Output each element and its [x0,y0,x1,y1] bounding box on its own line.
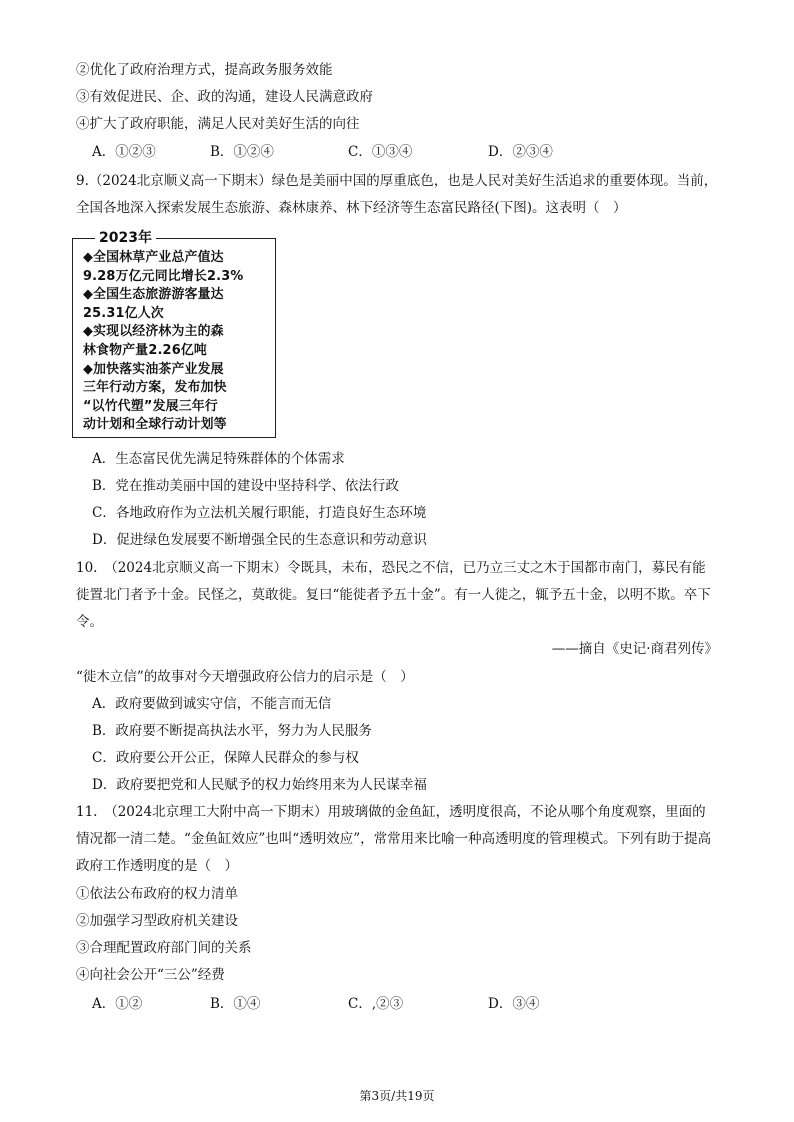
q9-option-c: C．各地政府作为立法机关履行职能，打造良好生态环境 [92,505,427,521]
info-box-line: ◆全国生态旅游游客量达 [83,287,224,303]
q10-source: ——摘自《史记·商君列传》 [551,641,718,657]
info-box-line: “以竹代塑”发展三年行 [83,398,218,414]
q11-option-d: D．③④ [488,996,540,1012]
q9-option-d: D．促进绿色发展要不断增强全民的生态意识和劳动意识 [92,532,427,548]
info-box-line: 林食物产量2.26亿吨 [83,342,207,358]
q8-option-d: D．②③④ [488,144,553,160]
q11-item-1: ①依法公布政府的权力清单 [76,886,238,902]
info-box-line: 9.28万亿元同比增长2.3% [83,268,244,284]
q11-stem-line2: 情况都一清二楚。“金鱼缸效应”也叫“透明效应”，常常用来比喻一种高透明度的管理模式。下列有助于提高 [76,831,712,847]
q11-stem-line3: 政府工作透明度的是（ ） [76,858,238,874]
q8-option-b: B．①②④ [210,144,274,160]
q11-option-c: C．,②③ [348,996,404,1012]
q10-option-a: A．政府要做到诚实守信，不能言而无信 [92,696,332,712]
q11-item-3: ③合理配置政府部门间的关系 [76,940,252,956]
info-box-body [83,249,273,435]
info-box-line: ◆加快落实油茶产业发展 [83,361,224,377]
info-box-title: 2023年 [95,229,156,247]
q10-stem-line3: 令。 [76,614,103,630]
q11-item-2: ②加强学习型政府机关建设 [76,913,238,929]
q8-option-a: A．①②③ [92,144,156,160]
q9-option-a: A．生态富民优先满足特殊群体的个体需求 [92,451,345,467]
q9-stem-line2: 全国各地深入探索发展生态旅游、森林康养、林下经济等生态富民路径(下图)。这表明（ ） [76,200,627,216]
info-box-line: 动计划和全球行动计划等 [83,417,227,433]
q8-item-3: ③有效促进民、企、政的沟通，建设人民满意政府 [76,89,373,105]
info-box-line: ◆全国林草产业总产值达 [83,250,224,265]
q9-stem-line1: 9.（2024北京顺义高一下期末）绿色是美丽中国的厚重底色，也是人民对美好生活追求的重要体现。当前， [76,173,718,189]
q11-item-4: ④向社会公开“三公”经费 [76,967,225,983]
q10-option-d: D．政府要把党和人民赋予的权力始终用来为人民谋幸福 [92,777,427,793]
info-box-line: ◆实现以经济林为主的森 [83,324,224,340]
q9-option-b: B．党在推动美丽中国的建设中坚持科学、依法行政 [92,478,399,494]
info-box-line: 25.31亿人次 [83,305,164,321]
q10-stem-line1: 10. （2024北京顺义高一下期末）令既具，未布，恐民之不信，已乃立三丈之木于国都市南门，募民有能 [76,560,706,576]
q8-item-2: ②优化了政府治理方式，提高政务服务效能 [76,62,333,78]
q10-option-c: C．政府要公开公正，保障人民群众的参与权 [92,750,359,766]
q11-option-b: B．①④ [210,996,261,1012]
q10-question: “徙木立信”的故事对今天增强政府公信力的启示是（ ） [76,669,414,685]
q10-stem-line2: 徙置北门者予十金。民怪之，莫敢徙。复曰“能徙者予五十金”。有一人徙之，辄予五十金，以明不欺。卒下 [76,587,711,603]
q10-option-b: B．政府要不断提高执法水平，努力为人民服务 [92,723,372,739]
page-number: 第3页/共19页 [359,1089,435,1103]
info-box-line: 三年行动方案，发布加快 [83,380,227,396]
q8-option-c: C．①③④ [348,144,413,160]
q9-info-box [72,230,276,438]
q11-stem-line1: 11. （2024北京理工大附中高一下期末）用玻璃做的金鱼缸，透明度很高，不论从哪个角度观察，里面的 [76,804,706,820]
q8-item-4: ④扩大了政府职能，满足人民对美好生活的向往 [76,116,360,132]
q11-option-a: A．①② [92,996,143,1012]
